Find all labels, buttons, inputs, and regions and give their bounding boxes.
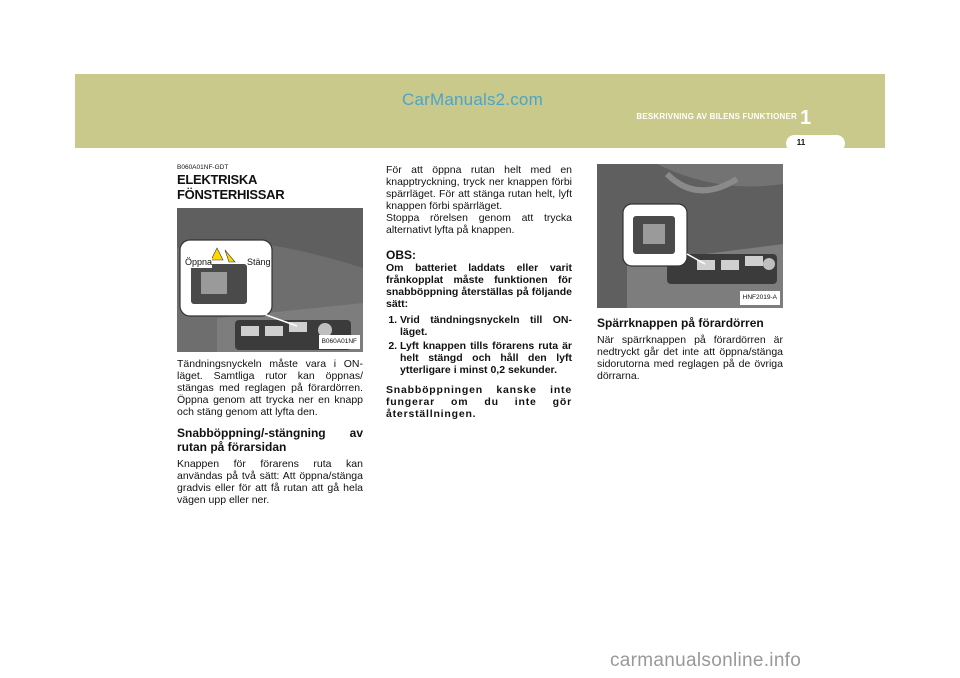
label-open: Öppna [185,257,213,267]
paragraph-1: För att öppna rutan helt med en knapptryckning, tryck ner knappen förbi spärrläget. För att stänga rutan helt, lyft knappen förbi spärrläget. [386,164,572,212]
obs-title: OBS: [386,248,416,262]
watermark-bottom[interactable]: carmanualsonline.info [610,650,802,671]
section-code: B060A01NF-GDT [177,164,229,171]
subsection-heading: Spärrknappen på förardörren [597,316,764,330]
chapter-number: 1 [800,107,812,129]
lock-switch-figure [597,164,783,308]
column-2 [386,164,572,420]
chapter-title: BESKRIVNING AV BILENS FUNKTIONER [636,112,797,121]
section-title: ELEKTRISKA FÖNSTERHISSAR [177,172,285,202]
window-switch-figure [177,208,363,352]
body-paragraph: När spärrknappen på förardörren är nedtryckt går det inte att öppna/stänga sidorutorna med reglagen på de övriga dörrarna. [597,334,783,382]
step-item: 2. Lyft knappen tills förarens ruta är helt stängd och håll den lyft ytterligare i minst 0,2 sekunder. [400,340,572,376]
page-number: 11 [796,138,806,147]
step-item: 1. Vrid tändningsnyckeln till ON-läget. [400,314,572,338]
column-3 [597,164,783,382]
watermark-top[interactable]: CarManuals2.com [402,90,543,109]
header-band [75,74,885,148]
lock-switch-illustration [597,164,783,308]
subsection-heading: Snabböppning/-stängning av rutan på förarsidan [177,426,363,454]
figure-tag: HNF2019-A [740,291,780,305]
label-close: Stäng [247,257,271,267]
reset-steps [386,314,572,376]
obs-text: Om batteriet laddats eller varit frånkopplat måste funktionen för snabböppning återställas på följande sätt: [386,262,572,310]
note-paragraph: Snabböppningen kanske inte fungerar om du inte gör återställningen. [386,384,572,420]
column-1 [177,164,363,506]
paragraph-2: Stoppa rörelsen genom att trycka alternativt lyfta på knappen. [386,212,572,236]
body-paragraph: Knappen för förarens ruta kan användas på två sätt: Att öppna/stänga gradvis eller för att få rutan att gå hela vägen upp eller ner. [177,458,363,506]
intro-paragraph: Tändningsnyckeln måste vara i ON-läget. Samtliga rutor kan öppnas/ stängas med reglagen på förardörren. Öppna genom att trycka ner en knapp och stäng genom att lyfta den. [177,358,363,418]
door-switch-illustration [177,208,363,352]
figure-tag: B060A01NF [319,335,360,349]
